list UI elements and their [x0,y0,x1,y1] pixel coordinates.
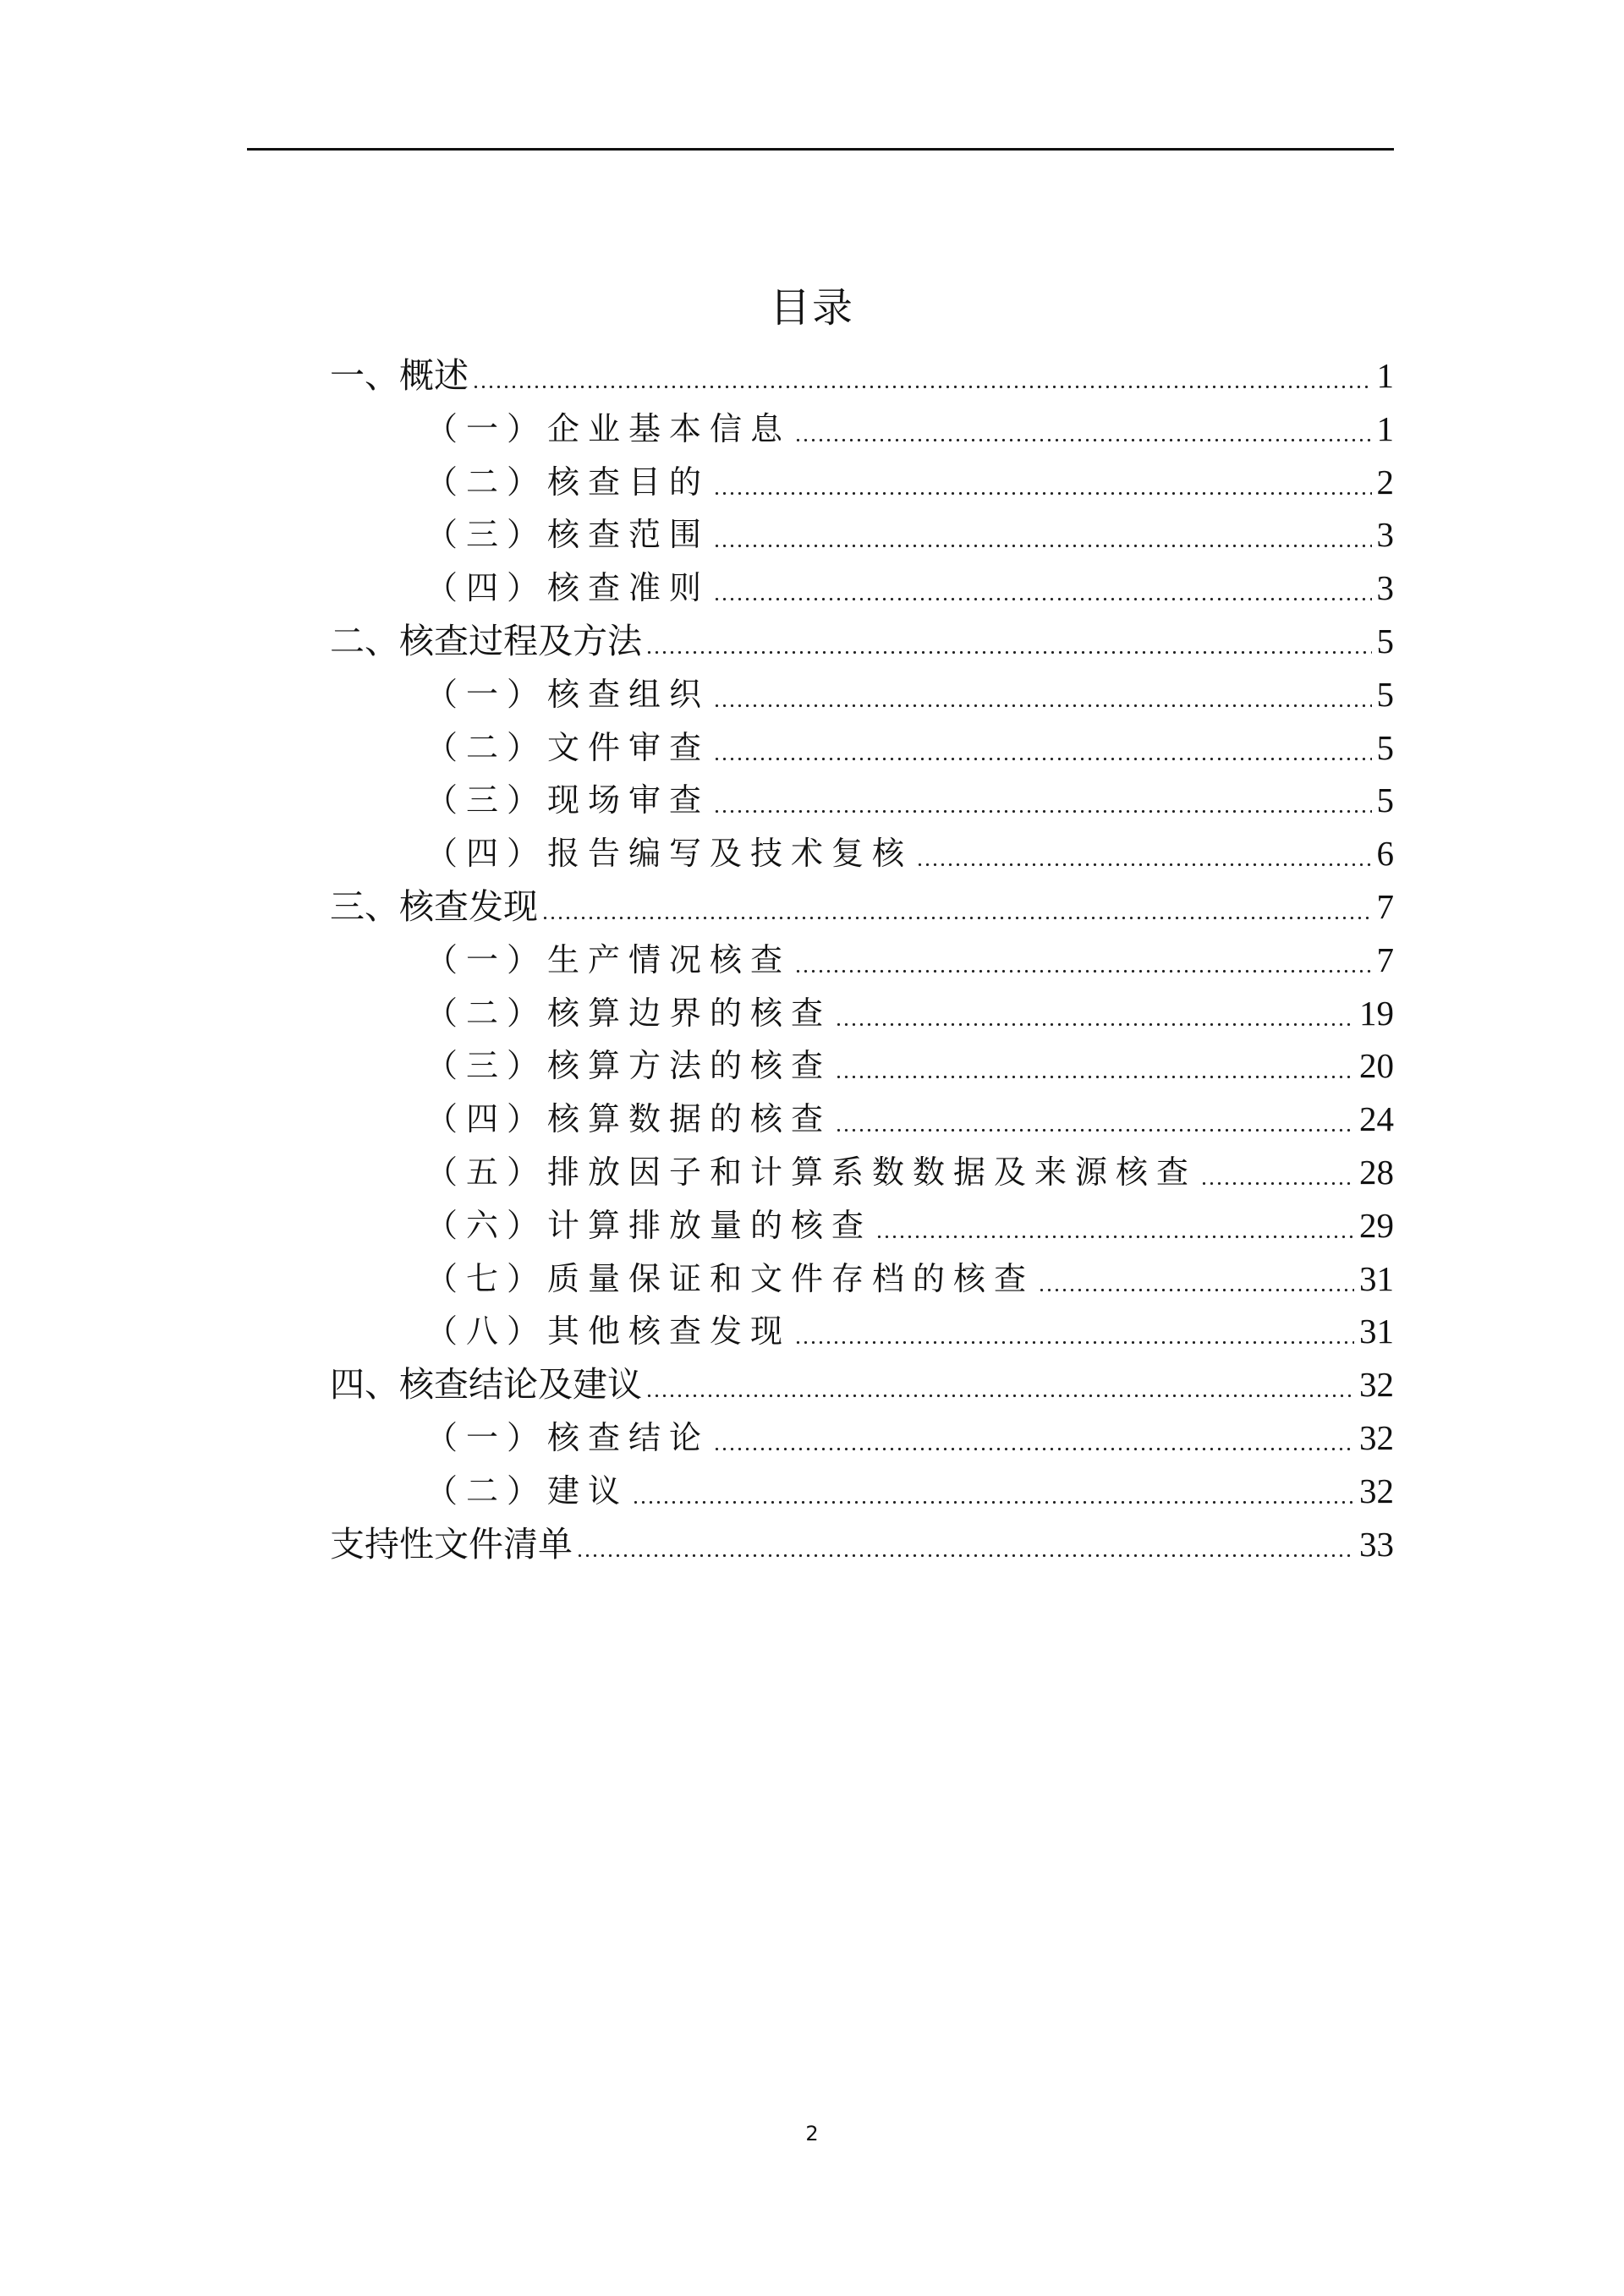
dot-leader [1038,1286,1354,1294]
toc-entry-page: 20 [1359,1046,1394,1085]
toc-entry-page: 3 [1376,568,1394,607]
toc-entry-label: 支持性文件清单 [330,1524,573,1564]
toc-entry-subsection[interactable] [425,1199,1394,1252]
dot-leader [794,1339,1354,1346]
dot-leader [541,914,1372,922]
toc-entry-page: 24 [1359,1099,1394,1138]
toc-entry-page: 7 [1376,887,1394,926]
toc-entry-page: 3 [1376,515,1394,554]
toc-entry-subsection[interactable] [425,1039,1394,1092]
toc-entry-page: 5 [1376,781,1394,819]
page-number: 2 [805,2122,819,2145]
toc-entry-page: 1 [1376,409,1394,448]
toc-entry-label: （四）核算数据的核查 [425,1100,832,1137]
dot-leader [713,755,1371,763]
toc-entry-subsection[interactable] [425,1252,1394,1305]
dot-leader [1200,1180,1354,1187]
toc-entry-subsection[interactable] [425,1146,1394,1198]
dot-leader [713,702,1371,710]
toc-entry-section[interactable] [330,1518,1394,1570]
toc-entry-page: 29 [1359,1206,1394,1245]
toc-entry-subsection[interactable] [425,721,1394,774]
toc-title: 目录 [769,284,854,332]
toc-entry-page: 5 [1376,622,1394,660]
dot-leader [835,1126,1354,1134]
toc-entry-label: （二）核查目的 [425,463,710,501]
dot-leader [645,649,1372,656]
dot-leader [713,490,1371,497]
toc-entry-page: 2 [1376,463,1394,501]
toc-entry-label: （二）文件审查 [425,729,710,766]
dot-leader [835,1073,1354,1081]
toc-entry-page: 5 [1376,675,1394,714]
dot-leader [916,861,1371,869]
toc-entry-subsection[interactable] [425,1305,1394,1357]
toc-entry-page: 32 [1359,1418,1394,1457]
dot-leader [645,1392,1354,1400]
dot-leader [713,542,1371,550]
toc-entry-subsection[interactable] [425,403,1394,455]
toc-entry-label: 三、核查发现 [330,886,538,927]
toc-entry-label: （六）计算排放量的核查 [425,1207,873,1244]
toc-entry-label: （一）核查组织 [425,676,710,713]
toc-entry-subsection[interactable] [425,774,1394,826]
toc-entry-page: 31 [1359,1312,1394,1351]
toc-entry-section[interactable] [330,349,1394,402]
dot-leader [576,1552,1354,1559]
toc-entry-label: （一）企业基本信息 [425,410,792,447]
toc-entry-label: 四、核查结论及建议 [330,1364,642,1405]
dot-leader [713,595,1371,603]
toc-entry-subsection[interactable] [425,1465,1394,1517]
toc-entry-label: （三）核查范围 [425,516,710,553]
toc-entry-label: （三）现场审查 [425,781,710,819]
toc-entry-label: （一）核查结论 [425,1419,710,1456]
dot-leader [794,436,1371,444]
toc-entry-label: 二、核查过程及方法 [330,621,642,661]
dot-leader [713,808,1371,815]
toc-entry-page: 19 [1359,994,1394,1033]
dot-leader [794,967,1371,975]
toc-entry-page: 7 [1376,940,1394,979]
dot-leader [875,1233,1354,1241]
toc-entry-label: （七）质量保证和文件存档的核查 [425,1260,1035,1297]
toc-entry-subsection[interactable] [425,668,1394,721]
dot-leader [835,1021,1354,1028]
dot-leader [472,383,1372,391]
toc-entry-page: 32 [1359,1365,1394,1404]
toc-entry-section[interactable] [330,615,1394,667]
toc-entry-subsection[interactable] [425,508,1394,561]
header-rule [247,148,1394,151]
toc-entry-subsection[interactable] [425,827,1394,879]
toc-entry-label: （三）核算方法的核查 [425,1047,832,1084]
toc-entry-label: （八）其他核查发现 [425,1312,792,1350]
toc-entry-label: （一）生产情况核查 [425,941,792,978]
toc-entry-subsection[interactable] [425,934,1394,986]
toc-entry-subsection[interactable] [425,1411,1394,1464]
dot-leader [713,1445,1354,1453]
toc-entry-subsection[interactable] [425,1093,1394,1145]
toc-entry-section[interactable] [330,880,1394,933]
toc-entry-label: （二）核算边界的核查 [425,995,832,1032]
toc-entry-page: 5 [1376,728,1394,767]
toc-entry-label: 一、概述 [330,355,469,396]
toc-entry-label: （五）排放因子和计算系数数据及来源核查 [425,1153,1198,1191]
toc-entry-page: 1 [1376,356,1394,395]
toc-entry-page: 33 [1359,1525,1394,1564]
toc-entry-page: 32 [1359,1471,1394,1510]
toc-entry-label: （四）核查准则 [425,569,710,606]
toc-entry-section[interactable] [330,1358,1394,1411]
toc-entry-label: （四）报告编写及技术复核 [425,835,914,872]
toc-entry-label: （二）建议 [425,1472,629,1510]
toc-entry-page: 28 [1359,1153,1394,1192]
toc-entry-subsection[interactable] [425,562,1394,614]
dot-leader [632,1499,1354,1506]
toc-entry-subsection[interactable] [425,456,1394,508]
toc-entry-page: 31 [1359,1259,1394,1298]
toc-entry-page: 6 [1376,834,1394,873]
toc-entry-subsection[interactable] [425,987,1394,1039]
